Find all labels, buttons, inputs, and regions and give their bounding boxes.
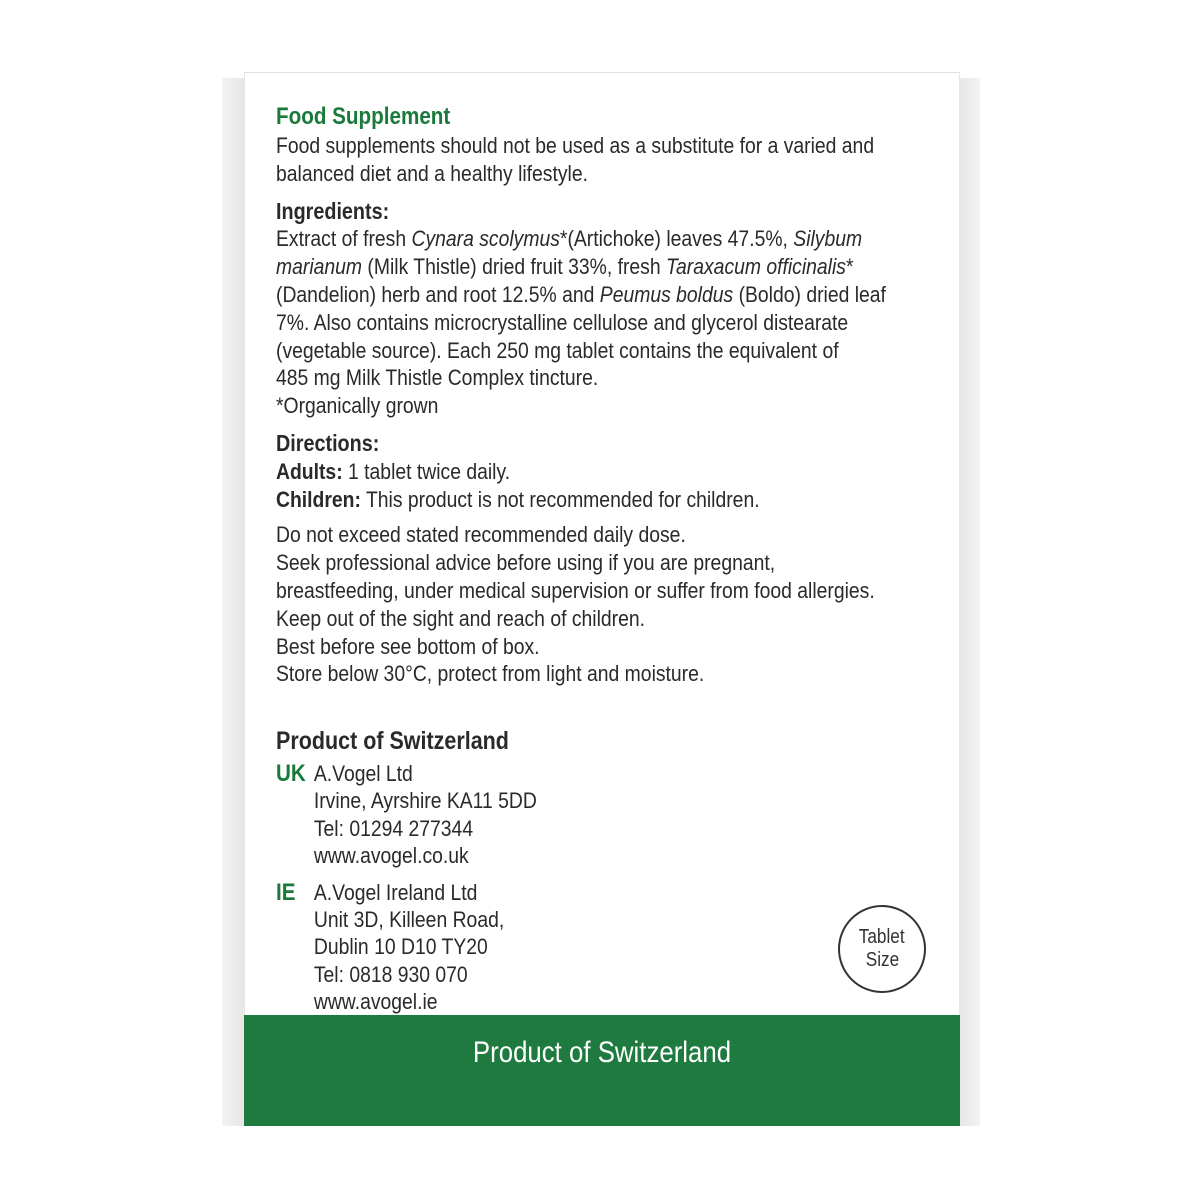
ie-address-line: Dublin 10 D10 TY20 [313,934,488,960]
ingredients-footnote: *Organically grown [276,393,439,419]
box-right-shadow [958,78,980,1126]
tablet-size-label-2: Size [865,949,899,971]
ingredients-line-2: marianum (Milk Thistle) dried fruit 33%, fresh Taraxacum officinalis* [276,254,854,280]
warning-line: Do not exceed stated recommended daily dose. [276,522,686,548]
warning-line: Best before see bottom of box. [276,633,540,659]
label-content [276,102,947,1015]
ingredients-line-3: (Dandelion) herb and root 12.5% and Peumus boldus (Boldo) dried leaf [276,281,886,307]
uk-address-line: A.Vogel Ltd [313,761,413,787]
uk-code: UK [276,760,306,788]
ie-address-line: Tel: 0818 930 070 [313,961,468,987]
directions-children: Children: This product is not recommended for children. [276,486,760,512]
ingredients-line-5: (vegetable source). Each 250 mg tablet contains the equivalent of [276,337,839,363]
warning-line: Keep out of the sight and reach of children. [276,605,645,631]
supplement-notice-line-2: balanced diet and a healthy lifestyle. [276,160,588,186]
uk-address [276,760,947,869]
ie-address-line: Unit 3D, Killeen Road, [313,907,505,933]
warning-line: Seek professional advice before using if you are pregnant, [276,550,776,576]
tablet-size-circle [838,905,926,993]
band-origin-text: Product of Switzerland [472,1036,732,1069]
ie-website: www.avogel.ie [313,988,438,1014]
ingredients-title: Ingredients: [276,197,390,224]
food-supplement-title: Food Supplement [276,103,451,130]
uk-address-line: Tel: 01294 277344 [313,815,474,841]
origin-title: Product of Switzerland [276,727,509,756]
box-left-shadow [222,78,246,1126]
supplement-notice-line-1: Food supplements should not be used as a substitute for a varied and [276,133,875,158]
tablet-size-label-1: Tablet [859,926,905,948]
ingredients-line-6: 485 mg Milk Thistle Complex tincture. [276,365,599,391]
directions-title: Directions: [276,429,380,456]
uk-address-line: Irvine, Ayrshire KA11 5DD [313,788,537,814]
ingredients-line-1: Extract of fresh Cynara scolymus*(Artichoke) leaves 47.5%, Silybum [276,226,863,252]
ingredients-line-4: 7%. Also contains microcrystalline cellulose and glycerol distearate [276,309,849,335]
green-footer-band [244,1015,960,1126]
uk-website: www.avogel.co.uk [313,842,469,868]
directions-adults: Adults: 1 tablet twice daily. [276,458,511,484]
ie-code: IE [276,878,296,906]
ie-address-line: A.Vogel Ireland Ltd [313,879,478,905]
warning-line: breastfeeding, under medical supervision or suffer from food allergies. [276,577,875,603]
warning-line: Store below 30°C, protect from light and moisture. [276,661,705,687]
